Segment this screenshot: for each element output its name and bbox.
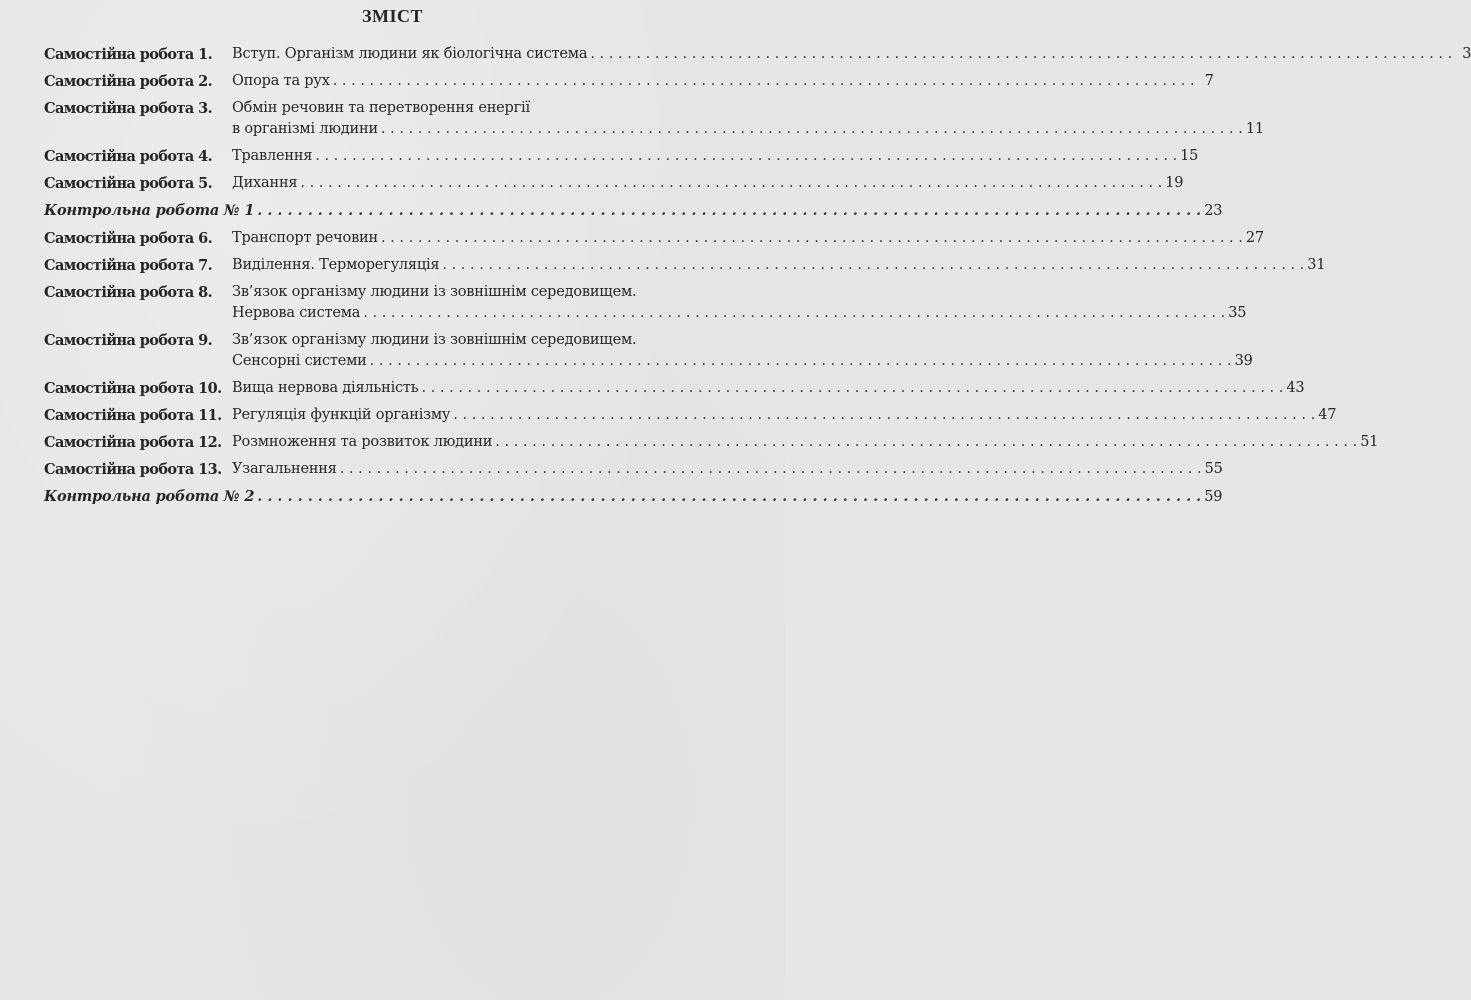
toc-entry-title <box>232 459 1223 480</box>
toc-entry-title <box>232 432 1378 453</box>
toc-entry-text: Зв’язок організму людини із зовнішнім середовищем. <box>232 332 637 348</box>
toc-entry-title <box>44 486 1222 508</box>
toc-entry[interactable] <box>44 405 1337 426</box>
toc-entry-title <box>232 44 1471 65</box>
toc-entry-text: Узагальнення <box>232 461 337 477</box>
toc-page-number: 11 <box>1245 121 1264 137</box>
dot-leader <box>381 119 1243 140</box>
toc-entry-title <box>232 255 1325 276</box>
dot-leader <box>370 351 1232 372</box>
dot-leader <box>340 459 1202 480</box>
toc-entry-text: Виділення. Терморегуляція <box>232 257 440 273</box>
toc-page-number: 47 <box>1318 407 1337 423</box>
toc-entry-label: Самостійна робота 8. <box>44 284 213 301</box>
toc-entry-label: Самостійна робота 7. <box>44 257 213 274</box>
toc-entry[interactable] <box>44 173 1184 194</box>
toc-entry-text: Вступ. Організм людини як біологічна система <box>232 46 588 62</box>
dot-leader <box>257 486 1201 507</box>
toc-entry[interactable] <box>44 44 1471 65</box>
toc-entry-title <box>232 146 1198 167</box>
toc-entry-text: Контрольна робота № 2 <box>44 488 255 505</box>
toc-entry-title <box>232 173 1183 194</box>
toc-page-number: 19 <box>1165 175 1184 191</box>
toc-entry[interactable] <box>44 228 1264 249</box>
table-of-contents <box>44 44 1471 514</box>
toc-entry-title <box>232 405 1336 426</box>
toc-entry-title <box>232 378 1304 399</box>
toc-entry-text: Сенсорні системи <box>232 353 367 369</box>
toc-page-number: 35 <box>1228 305 1247 321</box>
toc-entry[interactable] <box>44 146 1199 167</box>
toc-entry[interactable] <box>44 378 1305 399</box>
page-title: ЗМІСТ <box>362 6 423 26</box>
dot-leader <box>495 432 1357 453</box>
dot-leader <box>300 173 1162 194</box>
toc-entry[interactable] <box>44 255 1326 276</box>
toc-entry[interactable] <box>44 459 1223 480</box>
dot-leader <box>257 200 1201 221</box>
dot-leader <box>381 228 1243 249</box>
toc-page-number: 31 <box>1307 257 1326 273</box>
toc-page-number: 23 <box>1204 203 1223 219</box>
toc-entry-label: Самостійна робота 5. <box>44 175 213 192</box>
toc-page-number: 39 <box>1234 353 1253 369</box>
toc-entry-title <box>232 98 1264 140</box>
dot-leader <box>453 405 1315 426</box>
toc-entry[interactable] <box>44 432 1379 453</box>
toc-page-number: 7 <box>1204 73 1214 89</box>
toc-entry-title <box>232 282 1246 324</box>
toc-entry-text: Контрольна робота № 1 <box>44 202 255 219</box>
toc-entry-title <box>232 330 1253 372</box>
toc-entry[interactable] <box>44 71 1214 92</box>
toc-entry[interactable] <box>44 330 1253 372</box>
toc-page-number: 43 <box>1286 380 1305 396</box>
toc-page-number: 51 <box>1360 434 1379 450</box>
toc-entry-title <box>44 200 1222 222</box>
toc-entry-text: Опора та рух <box>232 73 330 89</box>
toc-entry-text: в організмі людини <box>232 121 378 137</box>
toc-entry-label: Самостійна робота 2. <box>44 73 213 90</box>
toc-entry-label: Самостійна робота 10. <box>44 380 222 397</box>
toc-page-number: 3 <box>1462 46 1471 62</box>
toc-page-number: 55 <box>1204 461 1223 477</box>
toc-entry-label: Самостійна робота 1. <box>44 46 213 63</box>
toc-entry-label: Самостійна робота 3. <box>44 100 213 117</box>
toc-page-number: 15 <box>1180 148 1199 164</box>
toc-entry-text: Дихання <box>232 175 298 191</box>
toc-entry-text: Вища нервова діяльність <box>232 380 419 396</box>
toc-entry[interactable] <box>44 98 1264 140</box>
toc-entry-title <box>232 71 1214 92</box>
toc-entry-text: Обмін речовин та перетворення енергії <box>232 100 530 116</box>
toc-entry-test[interactable] <box>44 200 1223 222</box>
toc-page-number: 59 <box>1204 489 1223 505</box>
toc-entry-text: Регуляція функцій організму <box>232 407 451 423</box>
dot-leader <box>442 255 1304 276</box>
dot-leader <box>421 378 1283 399</box>
toc-entry-text: Розмноження та розвиток людини <box>232 434 493 450</box>
toc-entry-title <box>232 228 1264 249</box>
toc-entry-label: Самостійна робота 9. <box>44 332 213 349</box>
toc-entry-test[interactable] <box>44 486 1223 508</box>
dot-leader <box>590 44 1452 65</box>
toc-entry-label: Самостійна робота 12. <box>44 434 222 451</box>
toc-entry-text: Нервова система <box>232 305 361 321</box>
dot-leader <box>363 303 1225 324</box>
toc-entry-label: Самостійна робота 6. <box>44 230 213 247</box>
toc-entry-label: Самостійна робота 11. <box>44 407 222 424</box>
toc-entry-text: Травлення <box>232 148 313 164</box>
toc-page-number: 27 <box>1245 230 1264 246</box>
dot-leader <box>315 146 1177 167</box>
dot-leader <box>333 71 1195 92</box>
toc-entry-label: Самостійна робота 13. <box>44 461 222 478</box>
toc-entry-label: Самостійна робота 4. <box>44 148 213 165</box>
toc-entry-text: Зв’язок організму людини із зовнішнім середовищем. <box>232 284 637 300</box>
toc-entry[interactable] <box>44 282 1247 324</box>
toc-entry-text: Транспорт речовин <box>232 230 378 246</box>
